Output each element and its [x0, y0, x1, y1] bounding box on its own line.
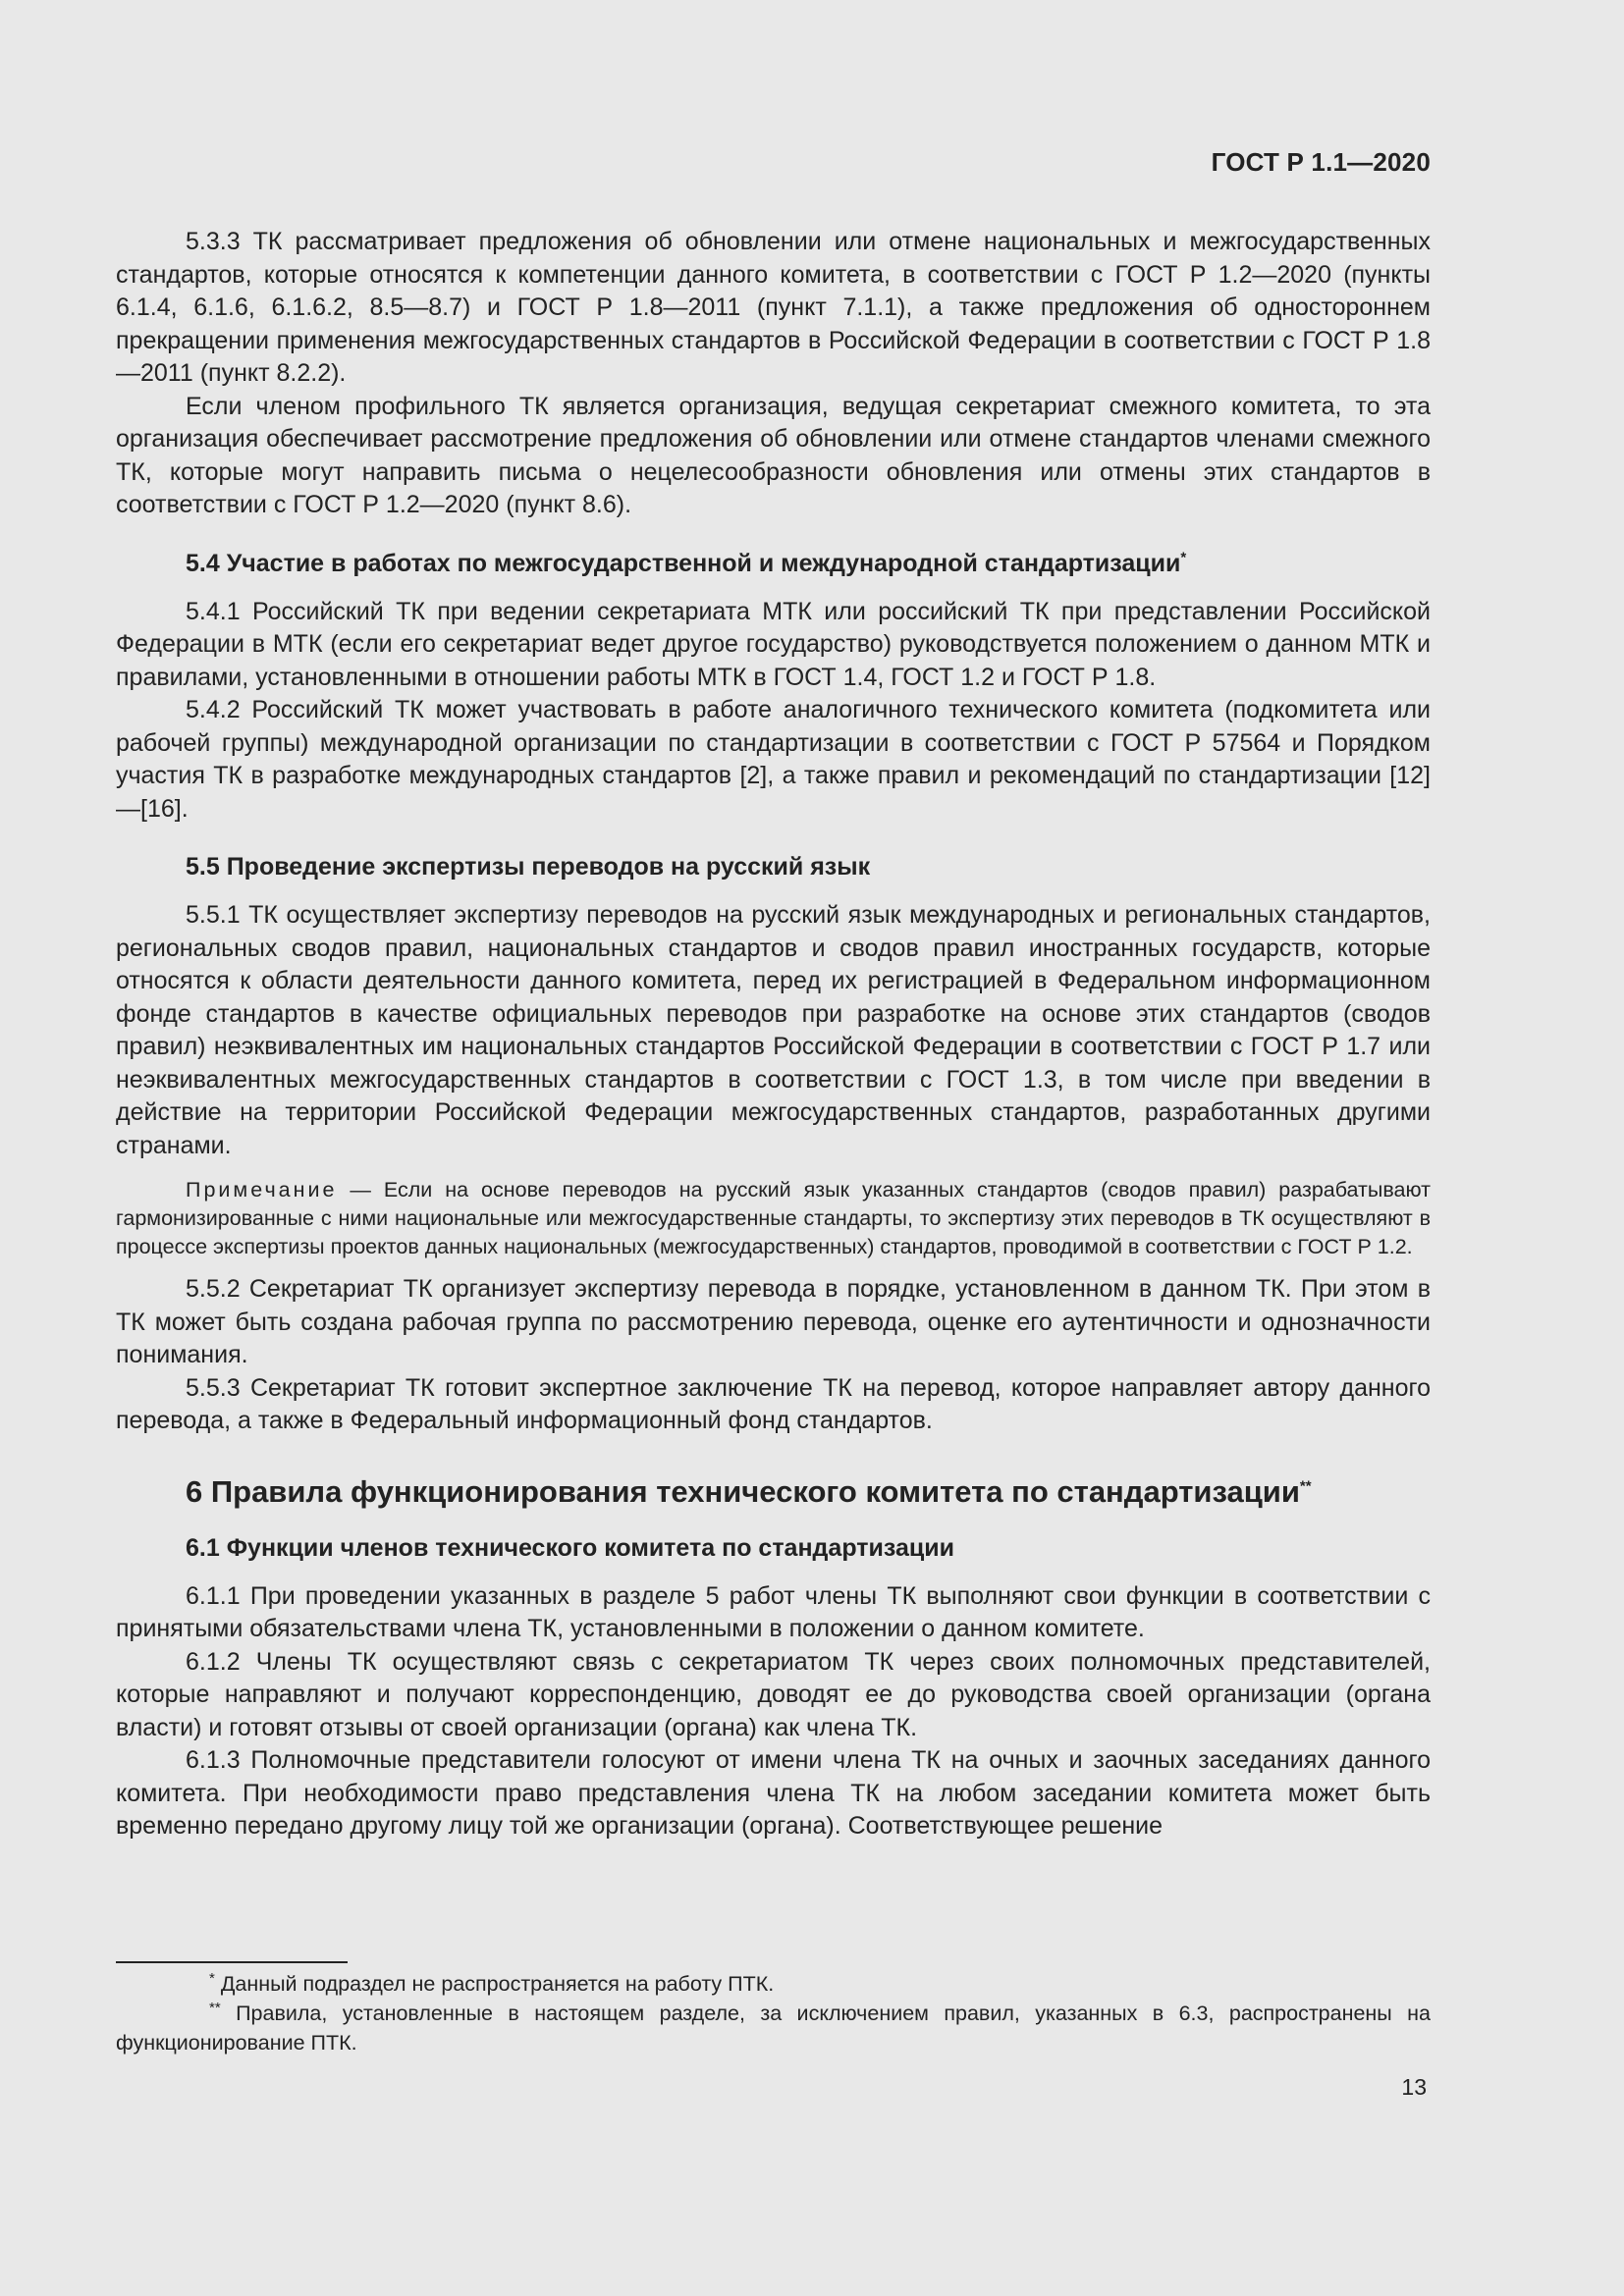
heading-section-6-footnote-mark: **	[1299, 1477, 1312, 1495]
heading-section-6	[116, 1473, 1431, 1511]
heading-5-5: 5.5 Проведение экспертизы переводов на русский язык	[186, 853, 871, 881]
footnote-1-text: Данный подраздел не распространяется на работу ПТК.	[214, 1972, 775, 1996]
footnote-separator	[116, 1961, 348, 1963]
footnote-1	[116, 1969, 1431, 1999]
footnote-2-text: Правила, установленные в настоящем разделе, за исключением правил, указанных в 6.3, распространены на функционирование ПТК.	[116, 2002, 1431, 2055]
footnotes	[116, 1969, 1431, 2057]
paragraph-5-3-3-continued: Если членом профильного ТК является организация, ведущая секретариат смежного комитета, то эта организация обеспечивает рассмотрение предложения об обновлении или отмене стандартов членами смежного ТК, которые могут направить письма о нецелесообразности обновления или отмены этих стандартов в соответствии с ГОСТ Р 1.2—2020 (пункт 8.6).	[116, 392, 1431, 518]
paragraph-5-5-2: 5.5.2 Секретариат ТК организует экспертизу перевода в порядке, установленном в данном ТК. При этом в ТК может быть создана рабочая группа по рассмотрению перевода, оценке его аутентичности и однозначности понимания.	[116, 1275, 1431, 1368]
paragraph-5-4-1: 5.4.1 Российский ТК при ведении секретариата МТК или российский ТК при представлении Российской Федерации в МТК (если его секретариат ведет другое государство) руководствуется положением о данном МТК и правилами, установленными в отношении работы МТК в ГОСТ 1.4, ГОСТ 1.2 и ГОСТ Р 1.8.	[116, 597, 1431, 691]
paragraph-5-5-1: 5.5.1 ТК осуществляет экспертизу переводов на русский язык международных и региональных стандартов, региональных сводов правил, национальных стандартов и сводов правил иностранных государств, которые относятся к области деятельности данного комитета, перед их регистрацией в Федеральном информационном фонде стандартов в качестве официальных переводов при разработке на основе этих стандартов (сводов правил) неэквивалентных им национальных стандартов Российской Федерации в соответствии с ГОСТ Р 1.7 или неэквивалентных межгосударственных стандартов в соответствии с ГОСТ 1.3, в том числе при введении в действие на территории Российской Федерации межгосударственных стандартов, разработанных другими странами.	[116, 901, 1431, 1159]
heading-5-4-text: 5.4 Участие в работах по межгосударственной и международной стандартизации	[186, 549, 1181, 577]
footnote-2	[116, 1999, 1431, 2057]
page-number: 13	[1401, 2074, 1427, 2100]
heading-section-6-text: 6 Правила функционирования технического комитета по стандартизации	[186, 1473, 1300, 1509]
note-label: Примечание	[186, 1178, 338, 1201]
paragraph-6-1-1: 6.1.1 При проведении указанных в разделе 5 работ члены ТК выполняют свои функции в соответствии с принятыми обязательствами члена ТК, установленными в положении о данном комитете.	[116, 1581, 1431, 1642]
heading-5-4-footnote-mark: *	[1180, 549, 1187, 566]
paragraph-6-1-2: 6.1.2 Члены ТК осуществляют связь с секретариатом ТК через своих полномочных представителей, которые направляют и получают корреспонденцию, доводят ее до руководства своей организации (органа власти) и готовят отзывы от своей организации (органа) как члена ТК.	[116, 1647, 1431, 1741]
paragraph-5-5-3: 5.5.3 Секретариат ТК готовит экспертное заключение ТК на перевод, которое направляет автору данного перевода, а также в Федеральный информационный фонд стандартов.	[116, 1373, 1431, 1434]
paragraph-5-4-2: 5.4.2 Российский ТК может участвовать в работе аналогичного технического комитета (подкомитета или рабочей группы) международной организации по стандартизации в соответствии с ГОСТ Р 57564 и Порядком участия ТК в разработке международных стандартов [2], а также правил и рекомендаций по стандартизации [12]—[16].	[116, 696, 1431, 823]
paragraph-5-3-3: 5.3.3 ТК рассматривает предложения об обновлении или отмене национальных и межгосударственных стандартов, которые относятся к компетенции данного комитета, в соответствии с ГОСТ Р 1.2—2020 (пункты 6.1.4, 6.1.6, 6.1.6.2, 8.5—8.7) и ГОСТ Р 1.8—2011 (пункт 7.1.1), а также предложения об одностороннем прекращении применения межгосударственных стандартов в Российской Федерации в соответствии с ГОСТ Р 1.8—2011 (пункт 8.2.2).	[116, 228, 1431, 387]
heading-6-1: 6.1 Функции членов технического комитета по стандартизации	[186, 1533, 954, 1562]
note-text: — Если на основе переводов на русский язык указанных стандартов (сводов правил) разрабатывают гармонизированные с ними национальные или межгосударственные стандарты, то экспертизу этих переводов в ТК осуществляют в процессе экспертизы проектов данных национальных (межгосударственных) стандартов, проводимой в соответствии с ГОСТ Р 1.2.	[116, 1178, 1431, 1258]
note-5-5-1	[116, 1176, 1431, 1261]
heading-5-4	[116, 548, 1431, 580]
document-body	[116, 226, 1431, 1843]
footnote-2-mark: **	[209, 1999, 221, 2016]
document-code-header: ГОСТ Р 1.1—2020	[1211, 147, 1431, 177]
document-page	[116, 0, 1431, 2296]
footnote-1-mark: *	[209, 1969, 215, 1987]
paragraph-6-1-3: 6.1.3 Полномочные представители голосуют от имени члена ТК на очных и заочных заседаниях данного комитета. При необходимости право представления члена ТК на любом заседании комитета может быть временно передано другому лицу той же организации (органа). Соответствующее решение	[116, 1746, 1431, 1840]
